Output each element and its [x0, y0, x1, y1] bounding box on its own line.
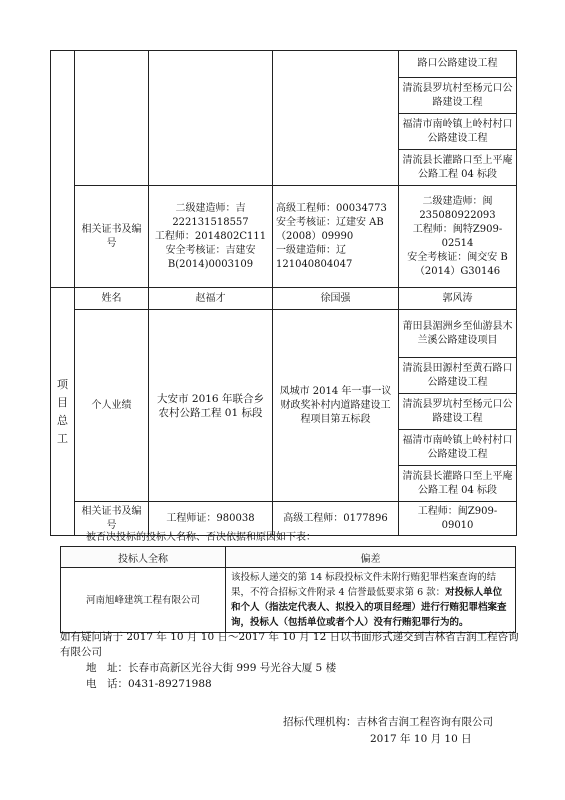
project-cert-c: 高级工程师：0177896 [273, 502, 399, 536]
project-cert-label: 相关证书及编号 [75, 502, 149, 536]
top-cert-d [399, 186, 517, 288]
perf-project-item: 清流县长灌路口至上平庵公路工程 04 标段 [399, 466, 517, 502]
reject-reason [226, 568, 516, 633]
top-empty-label [75, 51, 149, 186]
top-empty-c [273, 51, 399, 186]
top-project-item: 清流县罗坑村至杨元口公路建设工程 [399, 78, 517, 114]
top-project-item: 清流县长灌路口至上平庵公路工程 04 标段 [399, 150, 517, 186]
name-d: 郭风涛 [399, 288, 517, 310]
agency-signature: 招标代理机构：吉林省吉润工程咨询有限公司 [283, 716, 493, 728]
cert-line: 工程师：闽特Z909-02514 [412, 223, 503, 249]
phone-line [86, 677, 212, 692]
project-cert-b: 工程师证：980038 [149, 502, 273, 536]
reject-header-name: 投标人全称 [61, 547, 226, 568]
reject-reason-bold: 对投标人单位和个人（指法定代表人、拟投入的项目经理）进行行贿犯罪档案查询，投标人（包括单位或者个人）没有行贿犯罪行为的。 [231, 587, 507, 628]
top-cert-b [149, 186, 273, 288]
name-c: 徐国强 [273, 288, 399, 310]
perf-c: 凤城市 2014 年一事一议财政奖补村内道路建设工程项目第五标段 [273, 310, 399, 502]
reject-table [60, 546, 516, 633]
top-cert-label: 相关证书及编号 [75, 186, 149, 288]
perf-b: 大安市 2016 年联合乡农村公路工程 01 标段 [149, 310, 273, 502]
signature-date: 2017 年 10 月 10 日 [370, 733, 472, 745]
address-line [86, 661, 336, 676]
cert-line: 二级建造师：闽235080922093 [419, 195, 496, 221]
cert-line: 安全考核证：吉建安B(2014)0003109 [165, 244, 256, 270]
reject-caption: 被否决投标的投标人名称、否决依据和原因如下表： [86, 532, 316, 543]
perf-project-item: 莆田县湄洲乡至仙游县木兰溪公路建设项目 [399, 310, 517, 358]
top-cert-c [273, 186, 399, 288]
top-project-item: 福清市南岭镇上岭村村口公路建设工程 [399, 114, 517, 150]
section-label-cell [51, 288, 75, 536]
address-label: 地 址： [86, 662, 128, 674]
inquiry-note: 如有疑问请于 2017 年 10 月 10 日～2017 年 10 月 12 日以书面形式递交到吉林省吉润工程咨询有限公司 [60, 631, 519, 658]
top-empty-b [149, 51, 273, 186]
phone-label: 电 话： [86, 678, 128, 690]
project-cert-d: 工程师：闽Z909-09010 [399, 502, 517, 536]
perf-project-item: 清流县罗坑村至杨元口公路建设工程 [399, 394, 517, 430]
reject-header-reason: 偏差 [226, 547, 516, 568]
cert-line: 工程师：2014802C111 [154, 230, 267, 242]
cert-line: 安全考核证：闽交安 B（2014）G30146 [407, 251, 508, 277]
reject-reason-plain: 该投标人递交的第 14 标段投标文件未附行贿犯罪档案查询的结果，不符合招标文件附录 4 信誉最低要求第 6 款： [231, 572, 497, 598]
perf-label: 个人业绩 [75, 310, 149, 502]
personnel-table [50, 50, 517, 536]
perf-project-item: 清流县田源村至黄石路口公路建设工程 [399, 358, 517, 394]
name-b: 赵福才 [149, 288, 273, 310]
cert-line: 二级建造师：吉222131518557 [172, 202, 249, 228]
perf-project-item: 福清市南岭镇上岭村村口公路建设工程 [399, 430, 517, 466]
phone-value: 0431-89271988 [128, 678, 212, 690]
top-section-cell [51, 51, 75, 288]
cert-line: 一级建造师：辽121040804047 [276, 244, 353, 270]
reject-bidder-name: 河南旭峰建筑工程有限公司 [61, 568, 226, 633]
top-project-item: 路口公路建设工程 [399, 51, 517, 78]
cert-line: 安全考核证：辽建安 AB（2008）09990 [276, 216, 384, 242]
section-label: 项目总工 [57, 377, 68, 445]
cert-line: 高级工程师：00034773 [276, 202, 387, 214]
name-label: 姓名 [75, 288, 149, 310]
address-value: 长春市高新区光谷大街 999 号光谷大厦 5 楼 [128, 662, 337, 674]
